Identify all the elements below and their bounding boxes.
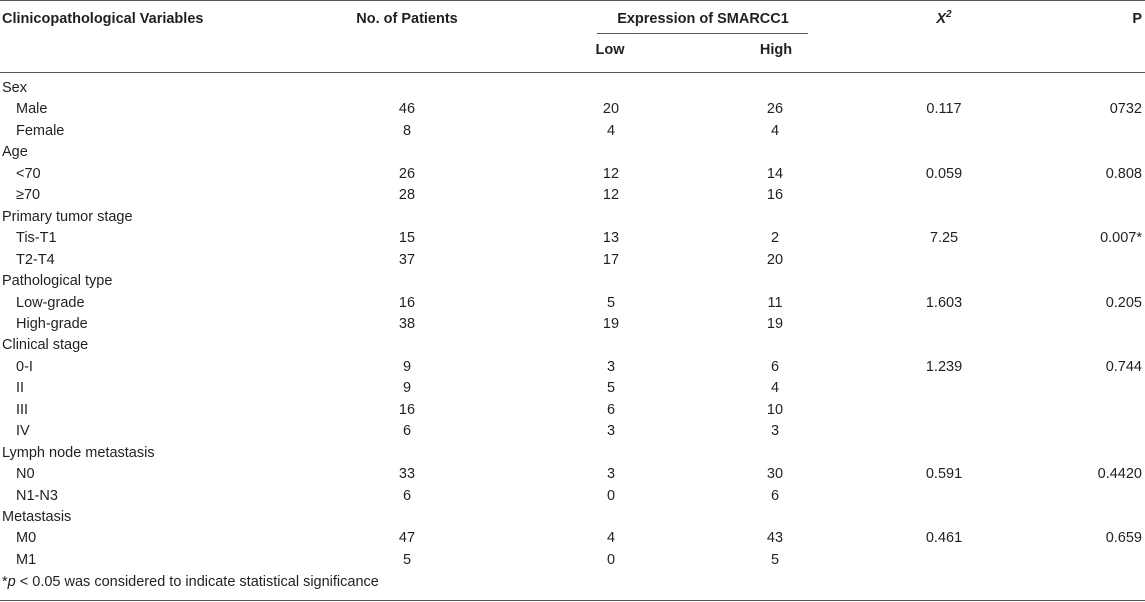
- cell-high: 20: [766, 252, 784, 268]
- cell-high: 2: [770, 230, 780, 246]
- cell-low: 19: [602, 316, 620, 332]
- cell-low: 0: [606, 488, 616, 504]
- cell-patients: 16: [398, 295, 416, 311]
- cell-patients: 6: [402, 423, 412, 439]
- header-chi-square: [936, 10, 951, 28]
- row-label: Male: [16, 101, 48, 117]
- cell-patients: 33: [398, 466, 416, 482]
- cell-high: 16: [766, 187, 784, 203]
- table-top-rule: [0, 0, 1145, 1]
- group-label: Primary tumor stage: [2, 209, 133, 225]
- header-patients: No. of Patients: [356, 11, 458, 27]
- row-label: N1-N3: [16, 488, 58, 504]
- row-label: 0-I: [16, 359, 33, 375]
- row-label: M0: [16, 530, 37, 546]
- cell-low: 12: [602, 187, 620, 203]
- cell-patients: 16: [398, 402, 416, 418]
- cell-chi-square: 1.239: [925, 359, 963, 375]
- row-label: III: [16, 402, 29, 418]
- cell-chi-square: 0.117: [926, 101, 962, 117]
- cell-chi-square: 1.603: [925, 295, 963, 311]
- row-label: Female: [16, 123, 65, 139]
- cell-patients: 15: [398, 230, 416, 246]
- cell-patients: 26: [398, 166, 416, 182]
- cell-low: 3: [606, 423, 616, 439]
- cell-low: 20: [602, 101, 620, 117]
- group-label: Sex: [2, 80, 27, 96]
- cell-p-value: 0.4420: [1097, 466, 1142, 482]
- group-label: Lymph node metastasis: [2, 445, 155, 461]
- cell-patients: 28: [398, 187, 416, 203]
- cell-chi-square: 0.461: [925, 530, 963, 546]
- cell-patients: 37: [398, 252, 416, 268]
- cell-high: 11: [767, 295, 783, 311]
- cell-low: 13: [602, 230, 620, 246]
- row-label: ≥70: [16, 187, 41, 203]
- cell-low: 3: [606, 359, 616, 375]
- cell-patients: 38: [398, 316, 416, 332]
- cell-chi-square: 0.591: [925, 466, 963, 482]
- header-variables: Clinicopathological Variables: [2, 11, 204, 27]
- header-expression: Expression of SMARCC1: [617, 11, 789, 27]
- row-label: M1: [16, 552, 37, 568]
- footnote-p: p: [7, 574, 16, 590]
- group-label: Metastasis: [2, 509, 72, 525]
- cell-high: 43: [766, 530, 784, 546]
- cell-patients: 9: [402, 380, 412, 396]
- cell-low: 4: [606, 123, 616, 139]
- cell-patients: 8: [402, 123, 412, 139]
- cell-p-value: 0732: [1109, 101, 1142, 117]
- cell-patients: 5: [402, 552, 412, 568]
- group-label: Pathological type: [2, 273, 113, 289]
- header-high: High: [759, 42, 793, 58]
- cell-low: 12: [602, 166, 620, 182]
- cell-patients: 6: [402, 488, 412, 504]
- row-label: Tis-T1: [16, 230, 57, 246]
- cell-low: 4: [606, 530, 616, 546]
- group-label: Clinical stage: [2, 337, 89, 353]
- cell-high: 6: [770, 359, 780, 375]
- cell-chi-square: 7.25: [929, 230, 959, 246]
- cell-low: 5: [606, 295, 616, 311]
- cell-high: 5: [770, 552, 780, 568]
- cell-patients: 47: [398, 530, 416, 546]
- row-label: High-grade: [16, 316, 88, 332]
- cell-high: 4: [770, 123, 780, 139]
- header-bottom-rule: [0, 72, 1145, 73]
- cell-p-value: 0.007*: [1100, 230, 1142, 246]
- cell-high: 6: [770, 488, 780, 504]
- row-label: N0: [16, 466, 35, 482]
- header-low: Low: [595, 42, 625, 58]
- cell-patients: 9: [402, 359, 412, 375]
- cell-high: 26: [766, 101, 784, 117]
- cell-patients: 46: [398, 101, 416, 117]
- cell-p-value: 0.659: [1105, 530, 1142, 546]
- cell-chi-square: 0.059: [925, 166, 963, 182]
- footnote: [2, 574, 379, 590]
- cell-low: 0: [606, 552, 616, 568]
- row-label: <70: [16, 166, 41, 182]
- chi-base: X: [936, 11, 947, 27]
- cell-high: 30: [766, 466, 784, 482]
- cell-low: 6: [606, 402, 616, 418]
- table-bottom-rule: [0, 600, 1145, 601]
- chi-superscript: 2: [946, 9, 952, 21]
- cell-low: 3: [606, 466, 616, 482]
- row-label: T2-T4: [16, 252, 55, 268]
- header-p: P: [1132, 11, 1142, 27]
- cell-low: 5: [606, 380, 616, 396]
- expression-span-rule: [597, 33, 808, 34]
- cell-p-value: 0.205: [1105, 295, 1142, 311]
- cell-low: 17: [602, 252, 620, 268]
- row-label: IV: [16, 423, 30, 439]
- footnote-text: < 0.05 was considered to indicate statistical significance: [15, 574, 379, 590]
- cell-p-value: 0.808: [1105, 166, 1142, 182]
- group-label: Age: [2, 144, 28, 160]
- row-label: Low-grade: [16, 295, 85, 311]
- cell-high: 10: [766, 402, 784, 418]
- cell-high: 19: [766, 316, 784, 332]
- cell-p-value: 0.744: [1105, 359, 1142, 375]
- row-label: II: [16, 380, 25, 396]
- cell-high: 14: [766, 166, 784, 182]
- cell-high: 4: [770, 380, 780, 396]
- footnote-symbol: *: [2, 574, 8, 590]
- cell-high: 3: [770, 423, 780, 439]
